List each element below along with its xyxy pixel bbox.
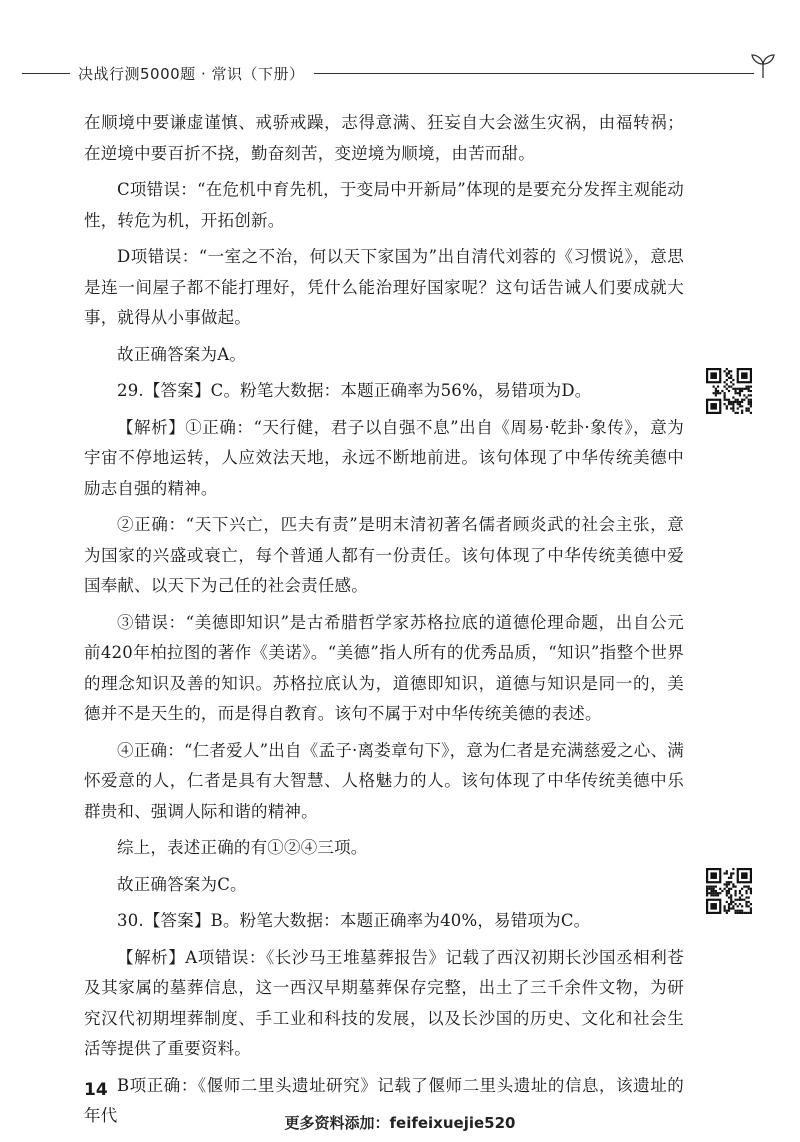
qr-code-question-29[interactable]	[706, 368, 752, 414]
paragraph: 故正确答案为C。	[117, 874, 247, 894]
analysis-paragraph: 【解析】①正确：“天行健，君子以自强不息”出自《周易·乾卦·象传》，意为宇宙不停地运转，人应效法天地，永远不断地前进。该句体现了中华传统美德中励志自强的精神。	[84, 417, 684, 498]
paragraph: ③错误：“美德即知识”是古希腊哲学家苏格拉底的道德伦理命题，出自公元前420年柏拉图的著作《美诺》。“美德”指人所有的优秀品质，“知识”指整个世界的理念知识及善的知识。苏格拉底认为，道德即知识，道德与知识是同一的，美德并不是天生的，而是得自教育。该句不属于对中华传统美德的表述。	[84, 612, 684, 723]
paragraph: 在顺境中要谦虚谨慎、戒骄戒躁，志得意满、狂妄自大会滋生灾祸，由福转祸；在逆境中要百折不挠，勤奋刻苦，变逆境为顺境，由苦而甜。	[84, 113, 684, 163]
paragraph: 综上，表述正确的有①②④三项。	[117, 838, 368, 857]
answer-line-29: 29.【答案】C。粉笔大数据：本题正确率为56%，易错项为D。	[117, 381, 592, 400]
paragraph: B项正确：《偃师二里头遗址研究》记载了偃师二里头遗址的信息，该遗址的年代	[84, 1075, 684, 1125]
paragraph: 故正确答案为A。	[117, 344, 247, 364]
analysis-paragraph: 【解析】A项错误：《长沙马王堆墓葬报告》记载了西汉初期长沙国丞相利苍及其家属的墓葬信息，这一西汉早期墓葬保存完整，出土了三千余件文物，为研究汉代初期埋葬制度、手工业和科技的发展，以及长沙国的历史、文化和社会生活等提供了重要资料。	[84, 947, 684, 1058]
sprout-icon	[748, 52, 778, 80]
paragraph: ④正确：“仁者爱人”出自《孟子·离娄章句下》，意为仁者是充满慈爱之心、满怀爱意的人，仁者是具有大智慧、人格魅力的人。该句体现了中华传统美德中乐群贵和、强调人际和谐的精神。	[84, 740, 684, 821]
header-rule-left	[22, 73, 70, 74]
book-title: 决战行测5000题 · 常识（下册）	[78, 65, 305, 83]
paragraph: C项错误：“在危机中育先机，于变局中开新局”体现的是要充分发挥主观能动性，转危为机，开拓创新。	[84, 180, 684, 230]
page-header	[22, 58, 774, 92]
page-number: 14	[84, 1080, 108, 1100]
qr-code-icon	[706, 868, 752, 914]
footer-note: 更多资料添加：feifeixuejie520	[284, 1114, 516, 1132]
page-body	[84, 108, 684, 1138]
paragraph: D项错误：“一室之不治，何以天下家国为”出自清代刘蓉的《习惯说》，意思是连一间屋子都不能打理好，凭什么能治理好国家呢？这句话告诫人们要成就大事，就得从小事做起。	[84, 247, 684, 327]
qr-code-icon	[706, 368, 752, 414]
qr-code-question-30[interactable]	[706, 868, 752, 914]
answer-line-30: 30.【答案】B。粉笔大数据：本题正确率为40%，易错项为C。	[117, 911, 591, 930]
header-rule-right	[314, 73, 754, 74]
paragraph: ②正确：“天下兴亡，匹夫有责”是明末清初著名儒者顾炎武的社会主张，意为国家的兴盛或衰亡，每个普通人都有一份责任。该句体现了中华传统美德中爱国奉献、以天下为己任的社会责任感。	[84, 515, 684, 595]
